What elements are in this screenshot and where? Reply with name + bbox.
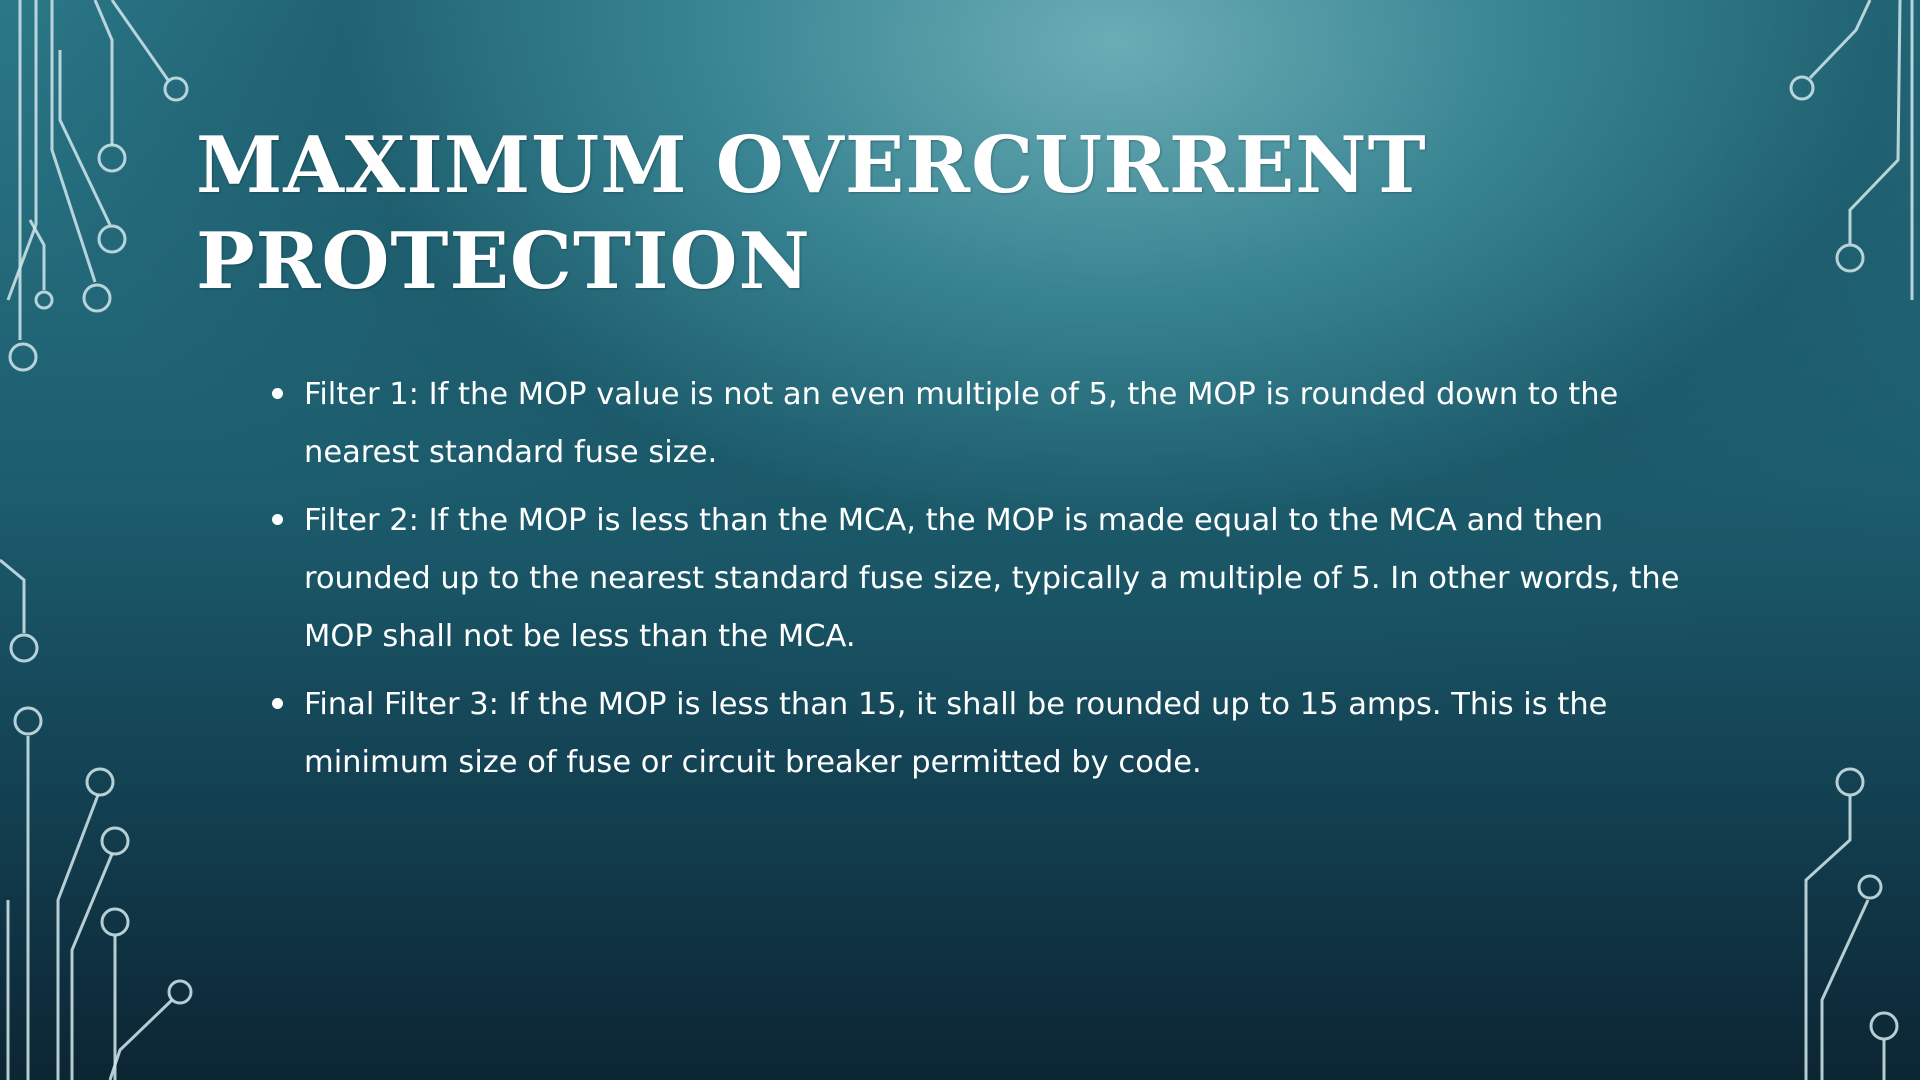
bullet-item-filter-2 — [268, 492, 1738, 666]
bullet-dot-icon — [272, 388, 283, 399]
bullet-text: Final Filter 3: If the MOP is less than 15, it shall be rounded up to 15 amps. This is the minimum size of fuse or circuit breaker permitted by code. — [304, 687, 1608, 780]
bullet-text: Filter 2: If the MOP is less than the MCA, the MOP is made equal to the MCA and then rounded up to the nearest standard fuse size, typically a multiple of 5. In other words, the MOP shall not be less than the MCA. — [304, 503, 1680, 654]
slide-title-line-2: PROTECTION — [196, 216, 811, 307]
bullet-item-filter-3 — [268, 676, 1738, 792]
bullet-list — [268, 366, 1738, 802]
slide-title — [196, 118, 1696, 310]
slide-title-line-1: MAXIMUM OVERCURRENT — [196, 120, 1427, 211]
bullet-dot-icon — [272, 698, 283, 709]
circuit-trace-icon-right — [1770, 0, 1920, 1080]
circuit-trace-icon — [0, 0, 220, 1080]
bullet-dot-icon — [272, 514, 283, 525]
bullet-text: Filter 1: If the MOP value is not an even multiple of 5, the MOP is rounded down to the nearest standard fuse size. — [304, 377, 1619, 470]
bullet-item-filter-1 — [268, 366, 1738, 482]
